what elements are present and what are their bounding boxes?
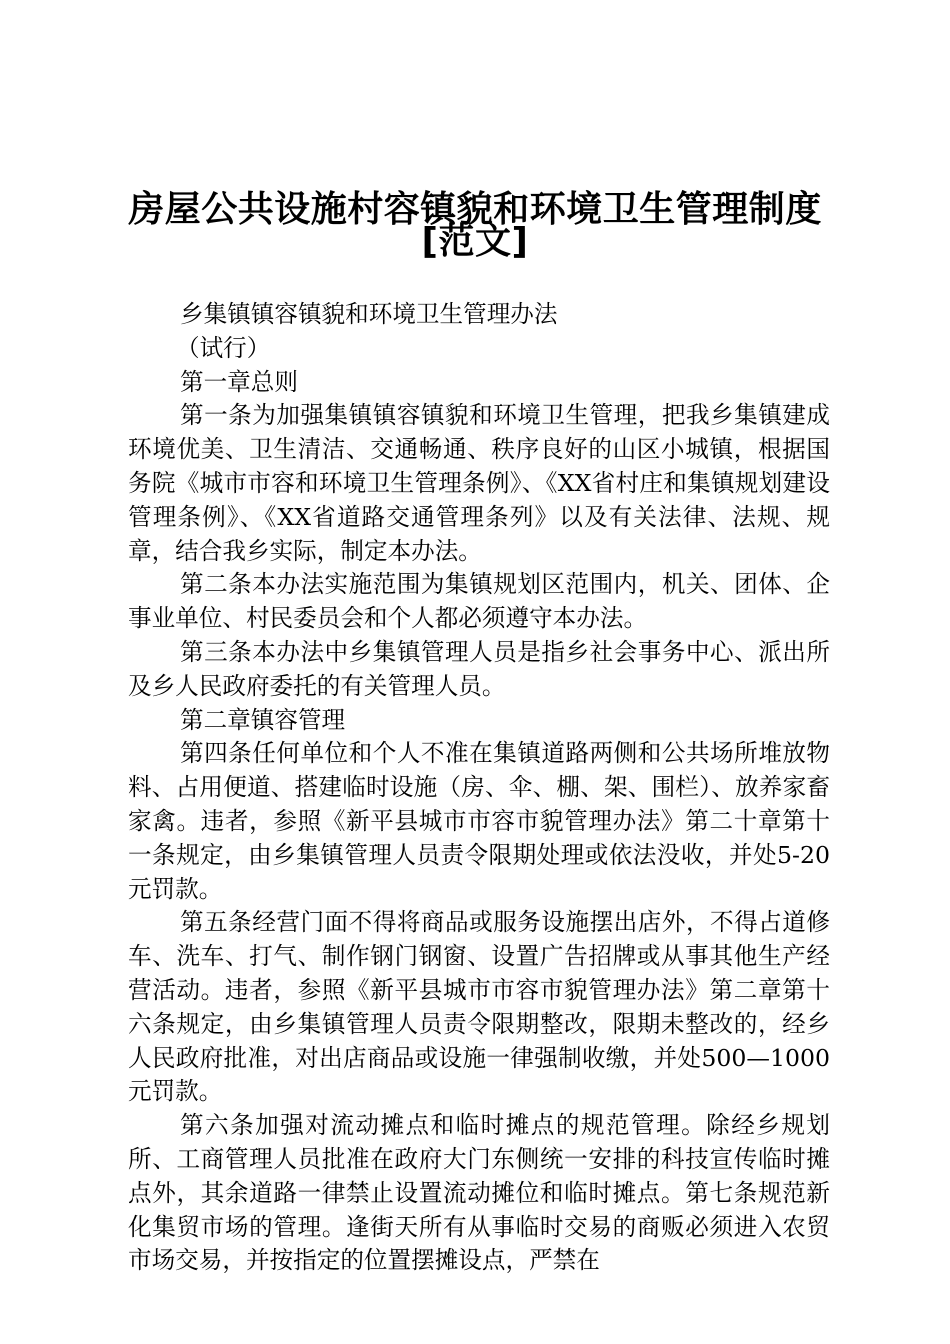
chapter-heading: 第二章镇容管理	[180, 705, 346, 734]
document-body	[128, 298, 830, 1278]
subtitle-trial: （试行）	[176, 333, 271, 362]
article-paragraph: 第一条为加强集镇镇容镇貌和环境卫生管理，把我乡集镇建成环境优美、卫生清洁、交通畅通、秩序良好的山区小城镇，根据国务院《城市市容和环境卫生管理条例》、《XX省村庄和集镇规划建设管理条例》、《XX省道路交通管理条列》以及有关法律、法规、规章，结合我乡实际，制定本办法。	[128, 401, 830, 565]
article-paragraph: 第六条加强对流动摊点和临时摊点的规范管理。除经乡规划所、工商管理人员批准在政府大门东侧统一安排的科技宣传临时摊点外，其余道路一律禁止设置流动摊位和临时摊点。第七条规范新化集贸市场的管理。逢街天所有从事临时交易的商贩必须进入农贸市场交易，并按指定的位置摆摊设点，严禁在	[128, 1111, 830, 1275]
article-paragraph: 第二条本办法实施范围为集镇规划区范围内，机关、团体、企事业单位、村民委员会和个人都必须遵守本办法。	[128, 570, 830, 633]
subtitle: 乡集镇镇容镇貌和环境卫生管理办法	[180, 300, 558, 328]
article-paragraph: 第五条经营门面不得将商品或服务设施摆出店外，不得占道修车、洗车、打气、制作钢门钢窗、设置广告招牌或从事其他生产经营活动。违者，参照《新平县城市市容市貌管理办法》第二章第十六条规定，由乡集镇管理人员责令限期整改，限期未整改的，经乡人民政府批准，对出店商品或设施一律强制收缴，并处500—1000元罚款。	[128, 908, 830, 1106]
chapter-heading: 第一章总则	[180, 367, 298, 396]
article-paragraph: 第三条本办法中乡集镇管理人员是指乡社会事务中心、派出所及乡人民政府委托的有关管理人员。	[128, 637, 830, 700]
article-paragraph: 第四条任何单位和个人不准在集镇道路两侧和公共场所堆放物料、占用便道、搭建临时设施（房、伞、棚、架、围栏）、放养家畜家禽。违者，参照《新平县城市市容市貌管理办法》第二十章第十一条规定，由乡集镇管理人员责令限期处理或依法没收，并处5-20元罚款。	[128, 739, 830, 903]
document-title-line2: [范文]	[421, 221, 529, 262]
document-title-line1: 房屋公共设施村容镇貌和环境卫生管理制度	[128, 189, 822, 230]
